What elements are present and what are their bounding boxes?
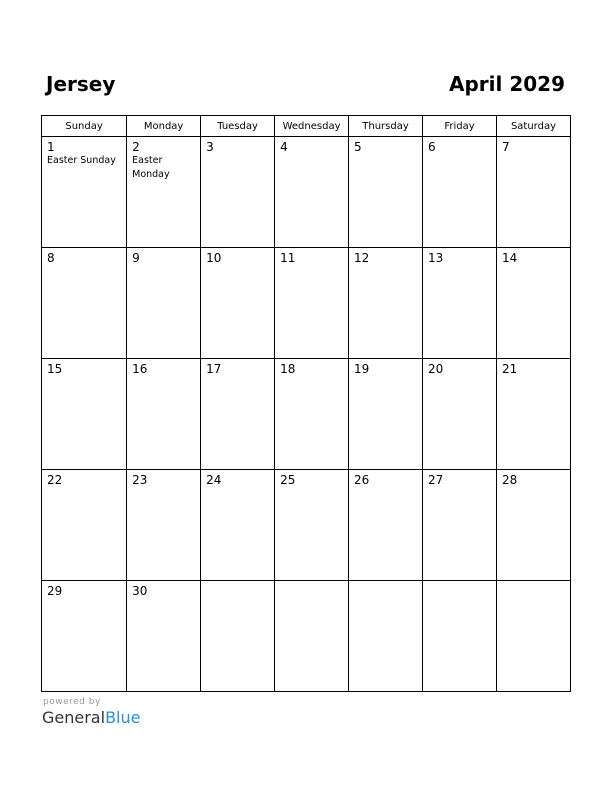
holiday-label: Easter Monday xyxy=(132,155,170,180)
day-cell xyxy=(42,581,127,692)
day-number: 29 xyxy=(47,584,63,598)
day-cell xyxy=(423,248,497,359)
day-cell xyxy=(423,470,497,581)
weekday-sunday: Sunday xyxy=(42,116,127,137)
day-cell xyxy=(201,581,275,692)
day-cell xyxy=(127,470,201,581)
weekday-friday: Friday xyxy=(423,116,497,137)
day-cell xyxy=(42,359,127,470)
month-year-title: April 2029 xyxy=(449,72,565,96)
day-cell xyxy=(42,137,127,248)
week-row xyxy=(42,137,571,248)
day-number: 21 xyxy=(501,362,518,376)
day-number: 28 xyxy=(501,473,518,487)
region-title: Jersey xyxy=(46,72,116,96)
weekday-tuesday: Tuesday xyxy=(201,116,275,137)
weekday-thursday: Thursday xyxy=(349,116,423,137)
day-cell xyxy=(275,137,349,248)
day-cell xyxy=(201,359,275,470)
week-row xyxy=(42,581,571,692)
weekday-wednesday: Wednesday xyxy=(275,116,349,137)
brand-logo xyxy=(42,708,140,727)
day-number: 5 xyxy=(354,140,362,154)
powered-by-text: powered by xyxy=(43,697,101,707)
day-cell xyxy=(42,248,127,359)
day-number: 3 xyxy=(206,140,214,154)
day-number: 25 xyxy=(280,473,296,487)
day-cell xyxy=(349,470,423,581)
calendar-grid xyxy=(41,115,571,692)
day-cell xyxy=(275,470,349,581)
holiday-label: Easter Sunday xyxy=(47,155,116,166)
day-number: 15 xyxy=(47,362,63,376)
weekday-header-row xyxy=(42,116,571,137)
day-number: 30 xyxy=(132,584,148,598)
day-number: 2 xyxy=(132,140,140,154)
day-number: 16 xyxy=(132,362,148,376)
day-number: 23 xyxy=(132,473,148,487)
day-cell xyxy=(127,248,201,359)
brand-general: General xyxy=(42,708,106,727)
weekday-saturday: Saturday xyxy=(496,116,570,137)
day-cell xyxy=(127,137,201,248)
week-row xyxy=(42,248,571,359)
day-number: 26 xyxy=(354,473,370,487)
day-cell xyxy=(496,137,570,248)
day-number: 12 xyxy=(354,251,370,265)
day-number: 6 xyxy=(428,140,436,154)
day-cell xyxy=(201,137,275,248)
day-cell xyxy=(349,359,423,470)
day-number: 4 xyxy=(280,140,288,154)
weekday-monday: Monday xyxy=(127,116,201,137)
day-number: 14 xyxy=(501,251,518,265)
day-cell xyxy=(496,470,570,581)
day-number: 19 xyxy=(354,362,370,376)
day-number: 9 xyxy=(132,251,140,265)
week-row xyxy=(42,359,571,470)
day-cell xyxy=(496,248,570,359)
day-number: 24 xyxy=(206,473,222,487)
brand-blue: Blue xyxy=(105,708,141,727)
day-cell xyxy=(496,581,570,692)
day-cell xyxy=(496,359,570,470)
day-cell xyxy=(127,581,201,692)
day-cell xyxy=(127,359,201,470)
day-cell xyxy=(423,137,497,248)
day-number: 18 xyxy=(280,362,296,376)
day-number: 11 xyxy=(280,251,296,265)
day-cell xyxy=(42,470,127,581)
day-cell xyxy=(423,581,497,692)
day-number: 17 xyxy=(206,362,222,376)
day-cell xyxy=(275,359,349,470)
day-cell xyxy=(275,248,349,359)
day-cell xyxy=(349,581,423,692)
day-number: 13 xyxy=(428,251,444,265)
week-row xyxy=(42,470,571,581)
day-cell xyxy=(201,470,275,581)
day-number: 7 xyxy=(501,140,510,154)
day-cell xyxy=(349,248,423,359)
day-number: 1 xyxy=(47,140,55,154)
day-number: 27 xyxy=(428,473,444,487)
day-number: 20 xyxy=(428,362,444,376)
day-cell xyxy=(275,581,349,692)
day-cell xyxy=(349,137,423,248)
day-cell xyxy=(423,359,497,470)
day-number: 8 xyxy=(47,251,55,265)
day-number: 22 xyxy=(47,473,63,487)
day-cell xyxy=(201,248,275,359)
day-number: 10 xyxy=(206,251,222,265)
calendar-body xyxy=(42,137,571,692)
